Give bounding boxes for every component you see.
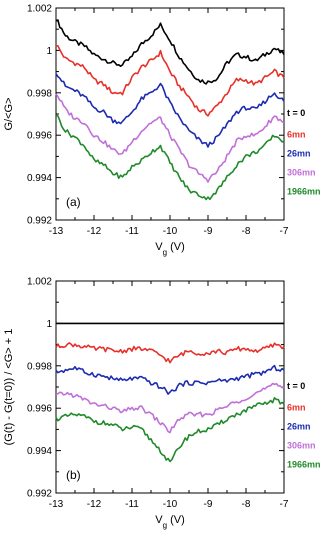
panel-a-plot-frame xyxy=(56,8,284,220)
panel-b-ytick-label: 1 xyxy=(46,318,52,330)
panel-a-legend-entry: 306mn xyxy=(287,167,316,178)
panel-b-series-line-1 xyxy=(56,343,284,363)
panel-a-legend-entry: 1966mn xyxy=(287,186,321,197)
panel-b-legend-entry: 1966mn xyxy=(287,459,321,470)
panel-a-xtick-label: -9 xyxy=(203,226,213,237)
panel-a-ytick-label: 1 xyxy=(46,45,52,57)
panel-b-ytick-label: 0.992 xyxy=(26,488,52,500)
panel-b-series-line-4 xyxy=(56,398,284,462)
panel-a-x-axis-label: $V_g$ (V) xyxy=(155,241,185,257)
panel-a-legend-entry: 26mn xyxy=(287,148,311,159)
panel-a-ytick-label: 0.996 xyxy=(26,130,52,142)
panel-b-legend-entry: 6mn xyxy=(287,402,306,413)
panel-b-x-axis-label: $V_g$ (V) xyxy=(155,514,185,530)
panel-b-legend-entry: 26mn xyxy=(287,421,311,432)
panel-a-xtick-label: -13 xyxy=(48,226,64,237)
panel-b-ytick-label: 1.002 xyxy=(26,276,52,288)
panel-b-panel-label: (b) xyxy=(66,468,81,482)
panel-a-xtick-label: -11 xyxy=(125,226,139,237)
panel-a-xtick-label: -10 xyxy=(162,226,178,237)
panel-b-ytick-label: 0.998 xyxy=(26,361,52,373)
panel-b-legend-entry: t = 0 xyxy=(287,381,306,392)
panel-a-ytick-label: 0.998 xyxy=(26,88,52,100)
panel-b-ytick-label: 0.996 xyxy=(26,403,52,415)
panel-a-series-line-1 xyxy=(56,46,284,116)
panel-a-ytick-label: 0.992 xyxy=(26,215,52,227)
panel-b-xtick-label: -12 xyxy=(86,499,102,510)
panel-b-xtick-label: -7 xyxy=(279,499,289,510)
panel-b-series-line-2 xyxy=(56,366,284,395)
panel-a-legend-entry: 6mn xyxy=(287,129,306,140)
panel-b-xtick-label: -9 xyxy=(203,499,213,510)
panel-a-xtick-label: -12 xyxy=(86,226,102,237)
panel-a-ytick-label: 0.994 xyxy=(26,173,52,185)
panel-a-ytick-label: 1.002 xyxy=(26,3,52,15)
panel-a-series-line-3 xyxy=(56,94,284,182)
panel-b-xtick-label: -11 xyxy=(125,499,139,510)
panel-b-series-line-3 xyxy=(56,384,284,433)
panel-a-y-axis-label: G/<G> xyxy=(3,97,15,131)
panel-b-xtick-label: -13 xyxy=(48,499,64,510)
panel-a-legend-entry: t = 0 xyxy=(287,108,306,119)
panel-a-panel-label: (a) xyxy=(66,195,81,209)
panel-b-legend-entry: 306mn xyxy=(287,440,316,451)
panel-b-xtick-label: -10 xyxy=(162,499,178,510)
panel-a-xtick-label: -8 xyxy=(241,226,251,237)
panel-b-ytick-label: 0.994 xyxy=(26,446,52,458)
panel-a-xtick-label: -7 xyxy=(279,226,289,237)
panel-a-series-line-4 xyxy=(56,115,284,199)
panel-b-xtick-label: -8 xyxy=(241,499,251,510)
panel-b-y-axis-label: (G(t) - G(t=0)) / <G> + 1 xyxy=(3,328,15,446)
